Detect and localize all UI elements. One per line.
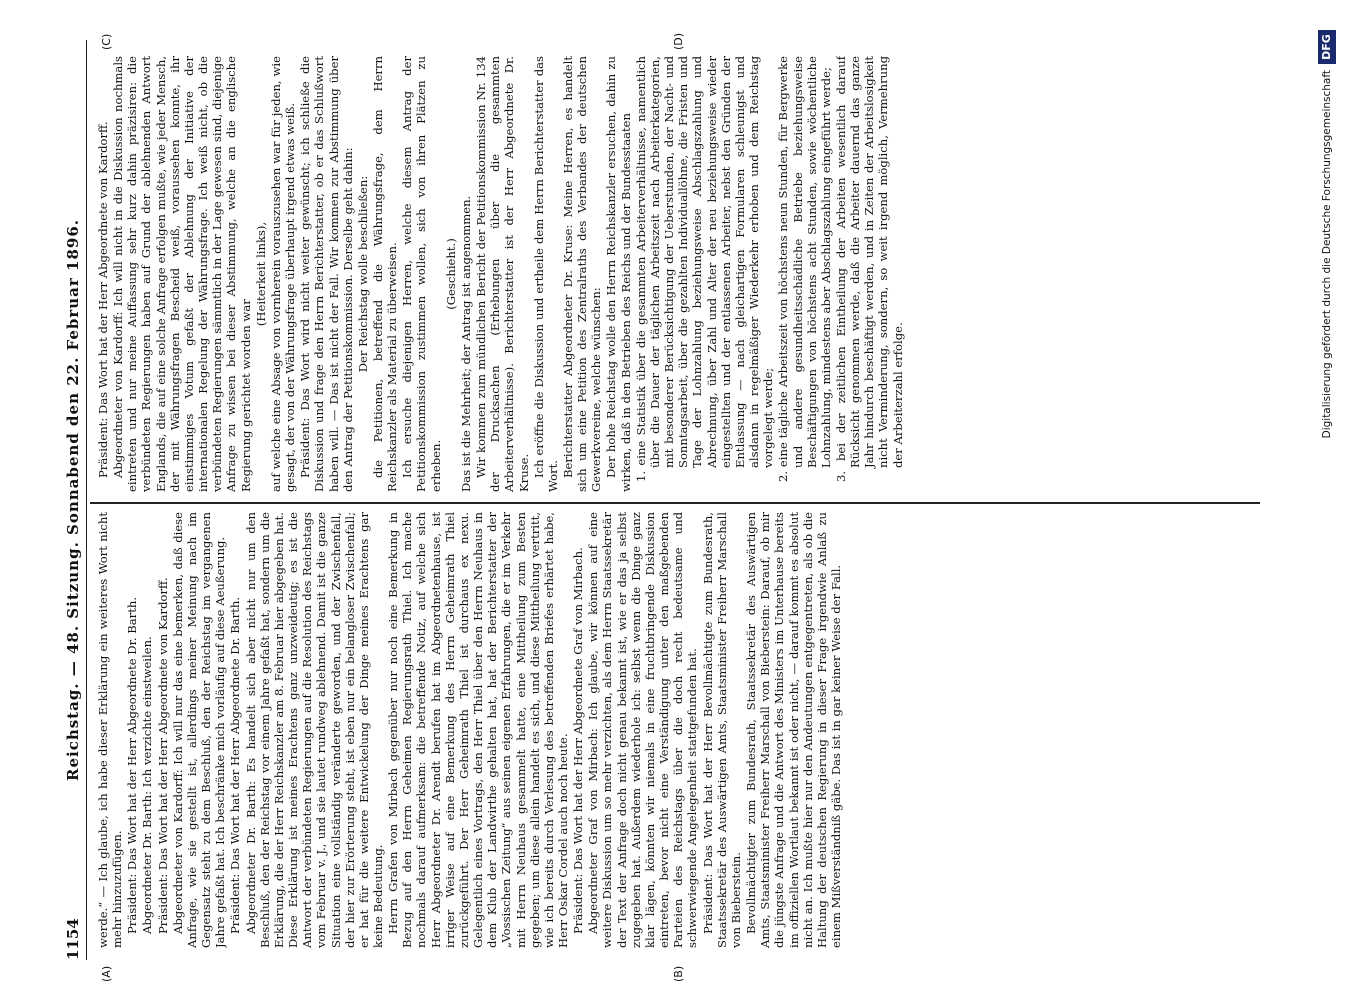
- petition-item: 3. bei der zeitlichen Eintheilung der Arbeiten wesentlich darauf Rücksicht genommen werde, daß die Arbeiter dauernd das ganze Jahr hindurch beschäftigt werden, und in Zeiten der Arbeitslosigkeit nicht Verminderung, sondern, so weit irgend möglich, Vermehrung der Arbeiterzahl erfolge.: [833, 56, 905, 482]
- paragraph: Präsident: Das Wort hat der Herr Abgeordnete Dr. Barth.: [228, 597, 243, 934]
- paragraph: Präsident: Das Wort hat der Herr Bevollmächtigte zum Bundesrath, Staatssekretär des Auswärtigen Amts, Staatsminister Freiherr Marschall von Bieberstein.: [700, 512, 743, 948]
- paragraph: Berichterstatter Abgeordneter Dr. Kruse: Meine Herren, es handelt sich um eine Petition des Zentralraths des Verbandes der deutschen Gewerkvereine, welche wünschen:: [561, 56, 604, 492]
- paragraph: Ich ersuche diejenigen Herren, welche diesem Antrag der Petitionskommission zustimmen wollen, sich von ihren Plätzen zu erheben.: [400, 56, 443, 492]
- interjection: (Heiterkeit links),: [253, 221, 268, 327]
- margin-mark-d: (D): [672, 32, 685, 50]
- paragraph: Präsident: Das Wort hat der Herr Abgeordnete von Kardorff.: [155, 577, 170, 934]
- page-header: [60, 40, 88, 960]
- paragraph: Wir kommen zum mündlichen Bericht der Petitionskommission Nr. 134 der Drucksachen (Erhebungen über die gesammten Arbeiterverhältnisse). Berichterstatter ist der Herr Abgeordnete Dr. Kruse.: [474, 56, 531, 492]
- margin-mark-a: (A): [100, 965, 113, 982]
- dfg-logo: DFG: [1318, 30, 1336, 64]
- paragraph: Das ist die Mehrheit; der Antrag ist angenommen.: [458, 195, 473, 492]
- paragraph: werde.“ — Ich glaube, ich habe dieser Erklärung ein weiteres Wort nicht mehr hinzuzufügen.: [96, 512, 125, 948]
- petition-item: 1. eine Statistik über die gesammten Arbeiterverhältnisse, namentlich über die Dauer der täglichen Arbeitszeit nach Arbeiterkategorien, mit besonderer Berücksichtigung der Ueberstunden, der Nacht- und Sonntagsarbeit, über die gezahlten Individuallöhne, die Fristen und Tage der Lohnzahlung beziehungsweise Abschlagszahlung und Abrechnung, über Zahl und Alter der neu beziehungsweise wieder eingestellten und der entlassenen Arbeiter, nebst den Gründen der Entlassung — nach gleichartigen Formularen schleunigst und alsdann in regelmäßiger Wiederkehr erhoben und dem Reichstag vorgelegt werde;: [633, 56, 776, 482]
- funding-credit: Digitalisierung gefördert durch die Deutsche Forschungsgemeinschaft: [1321, 70, 1333, 439]
- paragraph: Ich eröffne die Diskussion und ertheile dem Herrn Berichterstatter das Wort.: [531, 56, 560, 492]
- left-column: [96, 512, 1266, 948]
- paragraph: Präsident: Das Wort hat der Herr Abgeordnete von Kardorff.: [96, 121, 110, 478]
- paragraph: Abgeordneter von Kardorff: Ich will nur das eine bemerken, daß diese Anfrage, wie sie gestellt ist, allerdings meiner Meinung nach im Gegensatz steht zu dem Beschluß, den der Reichstag im vergangenen Jahre gefaßt hat. Ich beschränke mich vorläufig auf diese Aeußerung.: [170, 512, 228, 948]
- paragraph: Präsident: Das Wort wird nicht weiter gewünscht; ich schließe die Diskussion und frage den Herrn Berichterstatter, ob er das Schlußwort haben will. — Das ist nicht der Fall. Wir kommen zur Abstimmung über den Antrag der Petitionskommission. Derselbe geht dahin:: [298, 56, 355, 492]
- paragraph: Präsident: Das Wort hat der Herr Abgeordnete Graf von Mirbach.: [571, 547, 586, 934]
- petition-item: 2. eine tägliche Arbeitszeit von höchstens neun Stunden, für Bergwerke und andere gesundheitsschädliche Betriebe beziehungsweise Beschäftigungen von höchstens acht Stunden, sowie wöchentliche Lohnzahlung, mindestens aber Abschlagszahlung eingeführt werde;: [776, 56, 833, 482]
- paragraph: Abgeordneter von Kardorff: Ich will nicht in die Diskussion nochmals eintreten und nur meine Auffassung sehr kurz dahin präzisiren: die verbündeten Regierungen haben auf Grund der ablehnenden Antwort Englands, die auf eine solche Anfrage erfolgen mußte, wie jeder Mensch, der mit Währungsfragen Bescheid weiß, voraussehen konnte, ihr einstimmiges Votum gefaßt der Ablehnung der Initiative der internationalen Regelung der Währungsfrage. Ich weiß nicht, ob die verbündeten Regierungen sämmtlich in der Lage gewesen sind, diejenige Anfrage zu wissen bei dieser Abstimmung, welche an die englische Regierung gerichtet worden war: [111, 56, 253, 492]
- digitization-footer: [1318, 30, 1340, 970]
- paragraph: Präsident: Das Wort hat der Herr Abgeordnete Dr. Barth.: [125, 597, 140, 934]
- paragraph: Herrn Grafen von Mirbach gegenüber nur noch eine Bemerkung in Bezug auf den Herrn Geheimen Regierungsrath Thiel. Ich mache nochmals darauf aufmerksam: die betreffende Notiz, auf welche sich Herr Abgeordneter Dr. Arendt berufen hat im Abgeordnetenhause, ist irriger Weise auf eine Bemerkung des Herrn Geheimrath Thiel zurückgeführt. Der Herr Geheimrath Thiel ist durchaus ex nexu. Gelegentlich eines Vortrags, den Herr Thiel über den Herrn Neuhaus in dem Klub der Landwirthe gehalten hat, hat der Berichterstatter der „Vossischen Zeitung“ aus seinen eigenen Erfahrungen, die er im Verkehr mit Herrn Neuhaus gesammelt hatte, eine Mittheilung zum Besten gegeben; um diese allein handelt es sich, und diese Mittheilung vertritt, wie ich bereits durch Verlesung des betreffenden Briefes erhärtet habe, Herr Oskar Cordel auch noch heute.: [386, 512, 570, 948]
- column-divider: [90, 502, 1260, 504]
- paragraph: Bevollmächtigter zum Bundesrath, Staatssekretär des Auswärtigen Amts, Staatsminister Freiherr Marschall von Bieberstein: Darauf, ob mir die jüngste Anfrage und die Antwort des Ministers im Unterhause bereits im offiziellen Wortlaut bekannt ist oder nicht, — darauf kommt es absolut nicht an. Ich mußte hier nur den Andeutungen entgegentreten, als ob die Haltung der deutschen Regierung in dieser Frage irgendwie Anlaß zu einem Mißverständniß gäbe. Das ist in gar keiner Weise der Fall.: [744, 512, 843, 948]
- motion-intro: Der Reichstag wolle beschließen:: [355, 175, 370, 373]
- paragraph: Abgeordneter Graf von Mirbach: Ich glaube, wir können auf eine weitere Diskussion um so mehr verzichten, als dem Herrn Staatssekretär der Text der Anfrage doch nicht genau bekannt ist, wie er das ja selbst zugegeben hat. Außerdem wiederhole ich: selbst wenn die Dinge ganz klar lägen, könnten wir niemals in eine fruchtbringende Diskussion eintreten, bevor nicht eine Verständigung unter den maßgebenden Parteien des Reichstags über die doch recht bedeutsame und schwerwiegende Angelegenheit stattgefunden hat.: [586, 512, 700, 948]
- running-title: Reichstag. — 48. Sitzung. Sonnabend den 22. Februar 1896.: [64, 219, 82, 782]
- right-column: [96, 56, 1266, 492]
- motion-text: die Petitionen, betreffend die Währungsfrage, dem Herrn Reichskanzler als Material zu überweisen.: [370, 56, 400, 492]
- margin-mark-b: (B): [672, 965, 685, 982]
- paragraph: Abgeordneter Dr. Barth: Es handelt sich aber nicht nur um den Beschluß, den der Reichstag vor einem Jahre gefaßt hat, sondern um die Erklärung, die der Herr Reichskanzler am 8. Februar hier abgegeben hat. Diese Erklärung ist meines Erachtens ganz unzweideutig; es ist die Antwort der verbündeten Regierungen auf die Resolution des Reichstags vom Februar v. J., und sie lautet rundweg ablehnend. Damit ist die ganze Situation eine vollständig veränderte geworden, und der Zwischenfall, der hier zur Erörterung steht, ist eben nur ein belangloser Zwischenfall; er hat für die weitere Entwickelung der Dinge meines Erachtens gar keine Bedeutung.: [243, 512, 385, 948]
- petition-text: Der hohe Reichstag wolle den Herrn Reichskanzler ersuchen, dahin zu wirken, daß in den Betrieben des Reichs und der Bundesstaaten: [604, 56, 633, 492]
- page-number: 1154: [64, 918, 82, 960]
- paragraph: auf welche eine Absage von vornherein vorauszusehen war für jeden, wie gesagt, der von der Währungsfrage überhaupt irgend etwas weiß.: [268, 56, 298, 492]
- interjection: (Geschieht.): [443, 238, 458, 310]
- paragraph: Abgeordneter Dr. Barth: Ich verzichte einstweilen.: [140, 636, 155, 934]
- margin-mark-c: (C): [100, 33, 113, 50]
- header-rule: [86, 40, 87, 960]
